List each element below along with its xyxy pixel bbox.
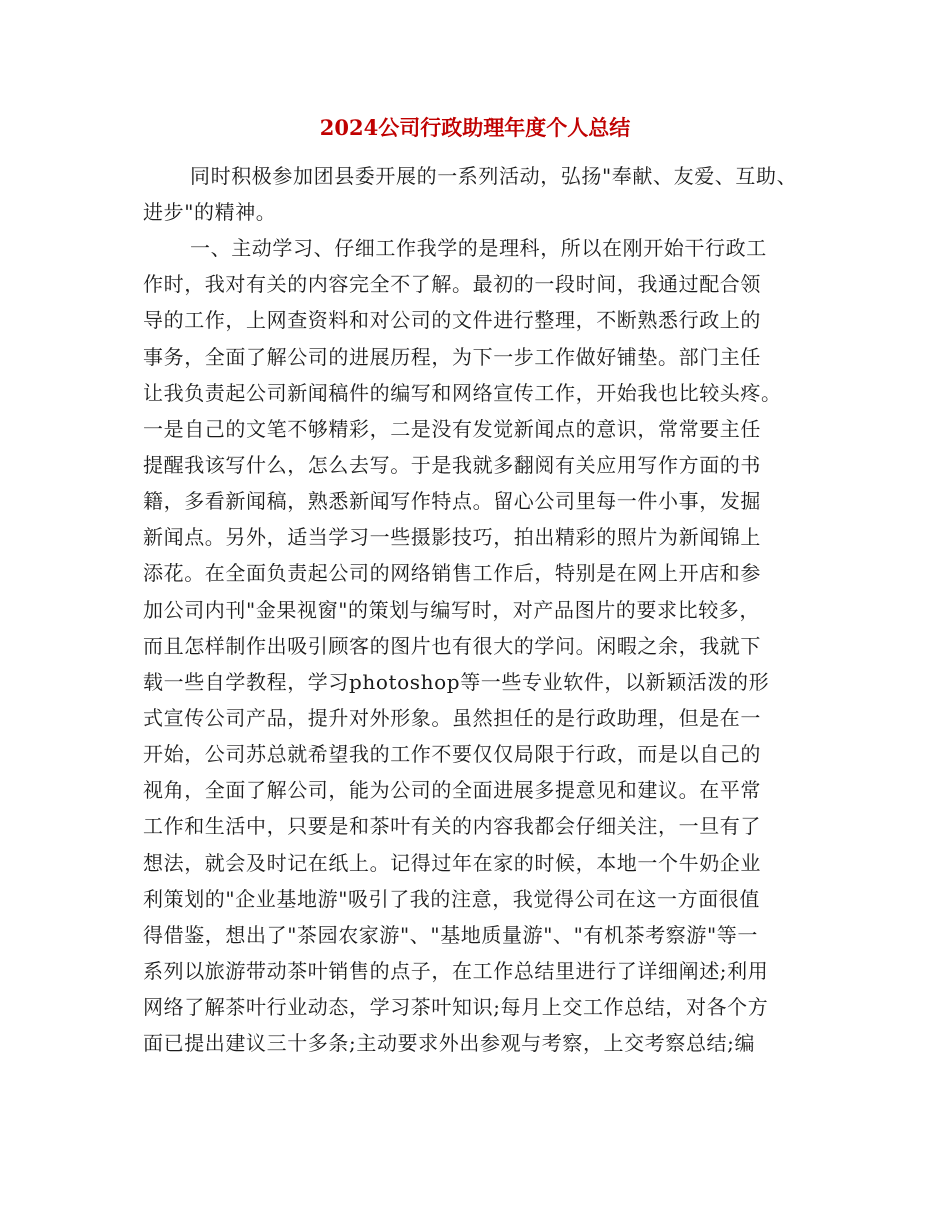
paragraph-line: 视角，全面了解公司，能为公司的全面进展多提意见和建议。在平常: [143, 778, 761, 802]
paragraph-line: 系列以旅游带动茶叶销售的点子，在工作总结里进行了详细阐述;利用: [143, 959, 769, 983]
paragraph-line: 进步"的精神。: [143, 200, 277, 224]
paragraph-line: 开始，公司苏总就希望我的工作不要仅仅局限于行政，而是以自己的: [143, 742, 761, 766]
paragraph-line: 提醒我该写什么，怎么去写。于是我就多翻阅有关应用写作方面的书: [143, 453, 761, 477]
paragraph-line: 同时积极参加团县委开展的一系列活动，弘扬"奉献、友爱、互助、: [190, 164, 798, 188]
document-title: 2024公司行政助理年度个人总结: [319, 115, 631, 140]
paragraph-line: 载一些自学教程，学习photoshop等一些专业软件，以新颖活泼的形: [143, 670, 770, 694]
paragraph-line: 面已提出建议三十多条;主动要求外出参观与考察，上交考察总结;编: [143, 1031, 756, 1055]
paragraph-line: 导的工作，上网查资料和对公司的文件进行整理，不断熟悉行政上的: [143, 308, 761, 332]
paragraph-line: 新闻点。另外，适当学习一些摄影技巧，拍出精彩的照片为新闻锦上: [143, 525, 761, 549]
paragraph-line: 一是自己的文笔不够精彩，二是没有发觉新闻点的意识，常常要主任: [143, 417, 761, 441]
paragraph-line: 加公司内刊"金果视窗"的策划与编写时，对产品图片的要求比较多，: [143, 598, 760, 622]
paragraph-line: 网络了解茶叶行业动态，学习茶叶知识;每月上交工作总结，对各个方: [143, 995, 769, 1019]
paragraph-line: 想法，就会及时记在纸上。记得过年在家的时候，本地一个牛奶企业: [143, 851, 761, 875]
paragraph-line: 工作和生活中，只要是和茶叶有关的内容我都会仔细关注，一旦有了: [143, 814, 761, 838]
paragraph-line: 式宣传公司产品，提升对外形象。虽然担任的是行政助理，但是在一: [143, 706, 761, 730]
paragraph-line: 得借鉴，想出了"茶园农家游"、"基地质量游"、"有机茶考察游"等一: [143, 923, 758, 947]
paragraph-line: 一、主动学习、仔细工作我学的是理科，所以在刚开始干行政工: [190, 236, 767, 260]
paragraph-line: 事务，全面了解公司的进展历程，为下一步工作做好铺垫。部门主任: [143, 345, 761, 369]
paragraph-line: 利策划的"企业基地游"吸引了我的注意，我觉得公司在这一方面很值: [143, 887, 760, 911]
paragraph-line: 作时，我对有关的内容完全不了解。最初的一段时间，我通过配合领: [143, 272, 761, 296]
paragraph-line: 籍，多看新闻稿，熟悉新闻写作特点。留心公司里每一件小事，发掘: [143, 489, 761, 513]
paragraph-line: 而且怎样制作出吸引顾客的图片也有很大的学问。闲暇之余，我就下: [143, 634, 761, 658]
paragraph-line: 添花。在全面负责起公司的网络销售工作后，特别是在网上开店和参: [143, 561, 761, 585]
paragraph-line: 让我负责起公司新闻稿件的编写和网络宣传工作，开始我也比较头疼。: [143, 381, 782, 405]
